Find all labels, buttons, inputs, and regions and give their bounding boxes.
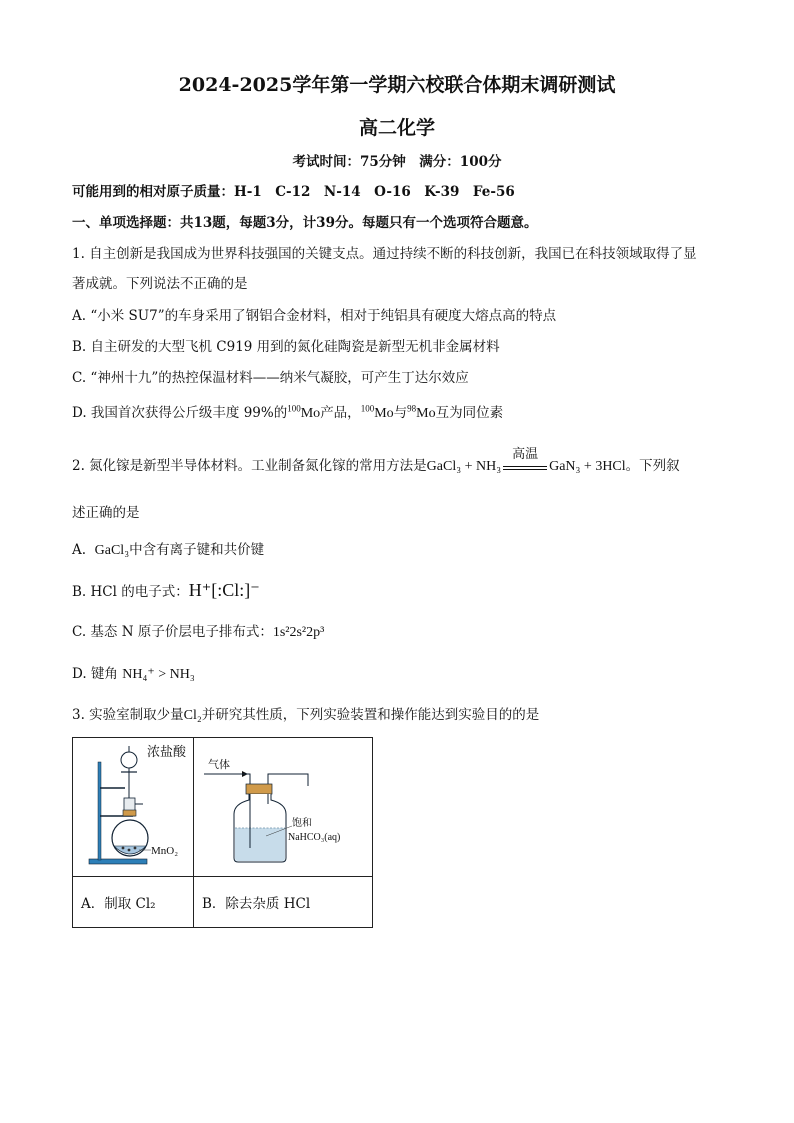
hcl-electron-formula: H⁺[:Cl:]⁻ [188,580,260,600]
q1-option-a: A. “小米 SU7”的车身采用了钢铝合金材料，相对于纯铝具有硬度大熔点高的特点 [72,308,557,324]
q3-apparatus-table [72,737,373,928]
label-saturated: 饱和 [292,818,312,829]
apparatus-a-cell [73,738,194,877]
q2-option-b: B. HCl 的电子式：H⁺[:Cl:]⁻ [72,580,260,600]
caption-b: B．除去杂质 HCl [194,877,373,928]
gas-wash-bottle-diagram [194,738,372,872]
caption-a: A．制取 Cl₂ [73,877,194,928]
q1-stem-line1: 1. 自主创新是我国成为世界科技强国的关键支点。通过持续不断的科技创新，我国已在科技领域取得了显 [72,246,697,262]
label-nahco3: NaHCO₃(aq) [288,832,341,843]
exam-title: 2024-2025学年第一学期六校联合体期末调研测试 [178,74,616,96]
q2-option-c: C. 基态 N 原子价层电子排布式：1s²2s²2p³ [72,624,325,640]
q1-option-b: B. 自主研发的大型飞机 C919 用到的氮化硅陶瓷是新型无机非金属材料 [72,339,500,355]
q3-stem: 3. 实验室制取少量Cl₂并研究其性质，下列实验装置和操作能达到实验目的的是 [72,707,540,723]
q2-option-d: D. 键角 NH₄⁺ > NH₃ [72,666,195,682]
chlorine-generator-diagram [73,738,193,872]
q2-reactants: GaCl₃ + NH₃ [426,459,502,474]
atomic-masses: 可能用到的相对原子质量：H-1 C-12 N-14 O-16 K-39 Fe-56 [72,184,515,200]
q2-stem-line2: 述正确的是 [72,505,140,521]
q1-option-c: C. “神州十九”的热控保温材料——纳米气凝胶，可产生丁达尔效应 [72,370,469,386]
q2-option-a: A. GaCl₃中含有离子键和共价键 [72,542,265,558]
label-conc-hcl: 浓盐酸 [147,745,187,760]
label-mno2: MnO₂ [151,845,179,857]
q2-stem-line1: 2. 氮化镓是新型半导体材料。工业制备氮化镓的常用方法是GaCl₃ + NH₃ 高温 GaN₃ + 3HCl。下列叙 [72,456,732,477]
section-heading: 一、单项选择题：共13题，每题3分，计39分。每题只有一个选项符合题意。 [72,215,538,231]
exam-subject: 高二化学 [358,117,435,139]
label-gas: 气体 [208,758,230,771]
q1-option-d: D. 我国首次获得公斤级丰度 99%的$^{100}$Mo产品，$^{100}$Mo与$^{98}$Mo互为同位素 [72,403,504,421]
q1-stem-line2: 著成就。下列说法不正确的是 [72,276,248,292]
apparatus-b-cell [194,738,373,877]
exam-info: 考试时间：75分钟 满分：100分 [292,154,502,170]
reaction-arrow: 高温 [503,457,547,477]
q2-products: GaN₃ + 3HCl [549,459,626,474]
